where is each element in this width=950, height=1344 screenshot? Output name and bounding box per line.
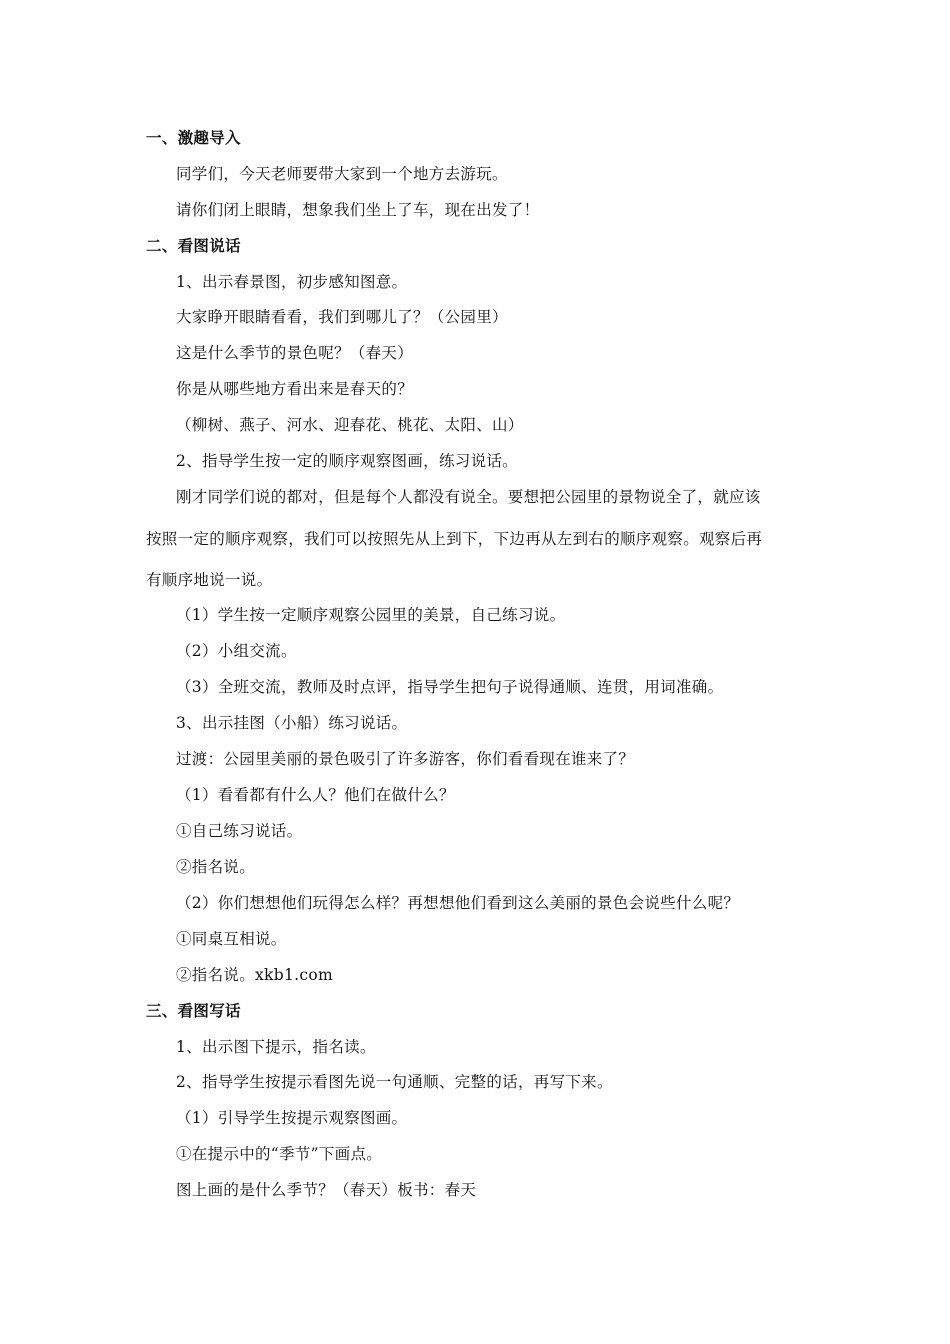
paragraph: 2、指导学生按一定的顺序观察图画，练习说话。	[176, 452, 518, 470]
section-heading-writing: 三、看图写话	[146, 1002, 241, 1020]
paragraph: 1、出示春景图，初步感知图意。	[176, 273, 408, 291]
paragraph: （1）看看都有什么人？他们在做什么？	[176, 786, 455, 804]
paragraph: （2）小组交流。	[176, 642, 297, 660]
paragraph: 3、出示挂图（小船）练习说话。	[176, 714, 408, 732]
paragraph: 大家睁开眼睛看看，我们到哪儿了？（公园里）	[176, 308, 508, 326]
paragraph: 这是什么季节的景色呢？（春天）	[176, 344, 414, 362]
paragraph: ②指名说。	[176, 858, 256, 876]
paragraph: ①在提示中的“季节”下画点。	[176, 1145, 383, 1163]
paragraph: ②指名说。xkb1.com	[176, 966, 333, 984]
paragraph: 图上画的是什么季节？（春天）板书：春天	[176, 1181, 477, 1199]
paragraph: 按照一定的顺序观察，我们可以按照先从上到下，下边再从左到右的顺序观察。观察后再	[146, 530, 763, 548]
paragraph: 过渡：公园里美丽的景色吸引了许多游客，你们看看现在谁来了？	[176, 750, 635, 768]
paragraph: 2、指导学生按提示看图先说一句通顺、完整的话，再写下来。	[176, 1073, 613, 1091]
paragraph: （柳树、燕子、河水、迎春花、桃花、太阳、山）	[176, 416, 524, 434]
paragraph: （3）全班交流，教师及时点评，指导学生把句子说得通顺、连贯，用词准确。	[176, 678, 724, 696]
paragraph: （1）学生按一定顺序观察公园里的美景，自己练习说。	[176, 606, 566, 624]
paragraph: 刚才同学们说的都对，但是每个人都没有说全。要想把公园里的景物说全了，就应该	[176, 488, 761, 506]
section-heading-speaking: 二、看图说话	[146, 237, 241, 255]
paragraph: 你是从哪些地方看出来是春天的？	[176, 380, 414, 398]
paragraph: 有顺序地说一说。	[146, 571, 273, 589]
paragraph: （1）引导学生按提示观察图画。	[176, 1109, 408, 1127]
paragraph: ①同桌互相说。	[176, 930, 287, 948]
paragraph: （2）你们想想他们玩得怎么样？再想想他们看到这么美丽的景色会说些什么呢？	[176, 894, 740, 912]
paragraph: 请你们闭上眼睛，想象我们坐上了车，现在出发了！	[176, 201, 540, 219]
paragraph: 1、出示图下提示，指名读。	[176, 1038, 376, 1056]
paragraph: ①自己练习说话。	[176, 822, 303, 840]
paragraph: 同学们，今天老师要带大家到一个地方去游玩。	[176, 165, 508, 183]
section-heading-intro: 一、激趣导入	[146, 129, 241, 147]
